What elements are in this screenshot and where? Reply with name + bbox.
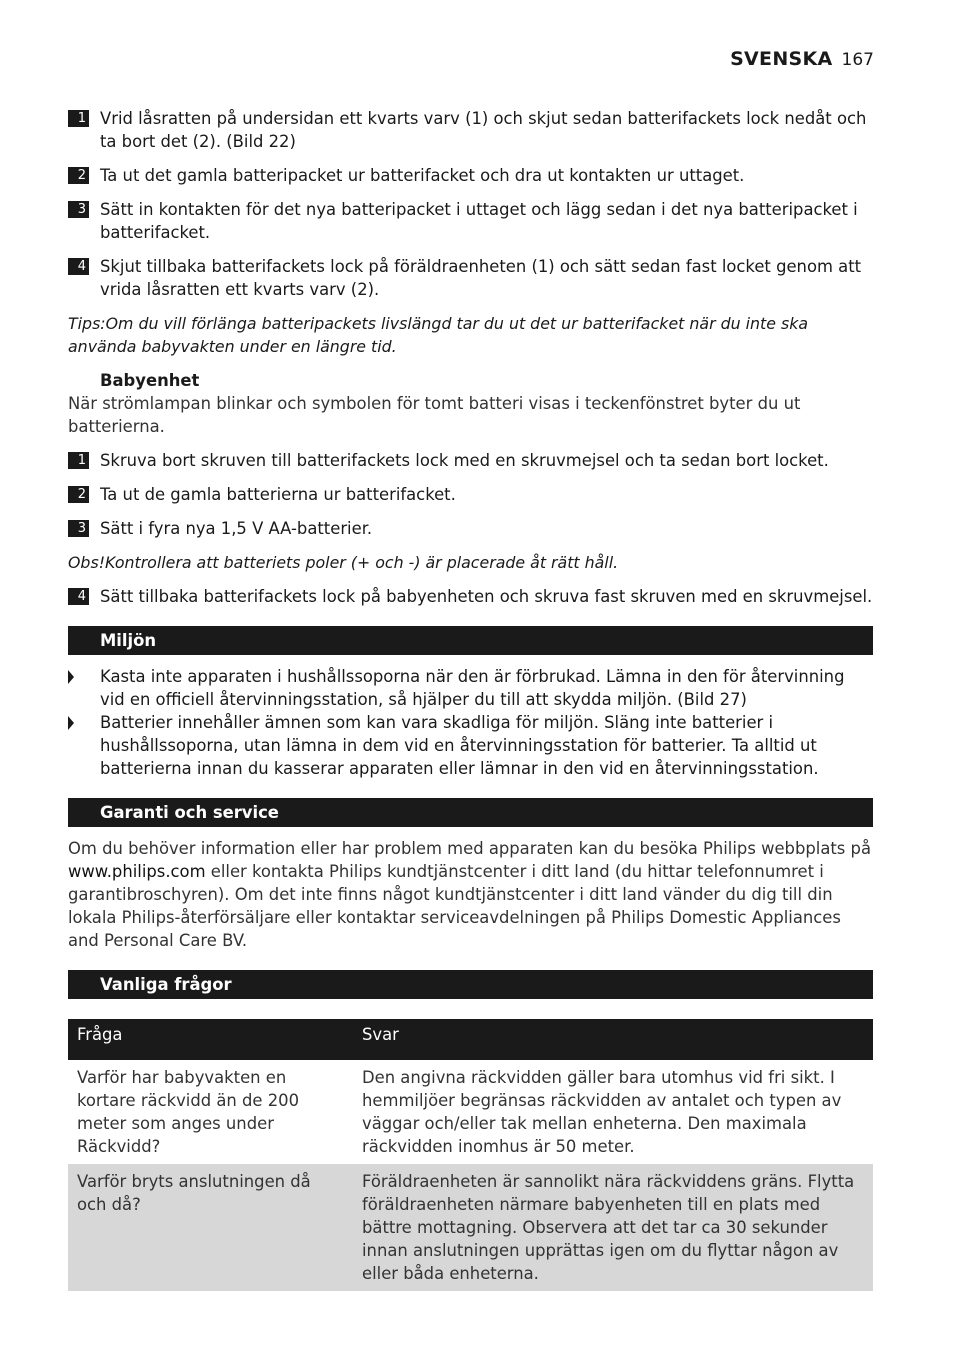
section-heading-miljon: Miljön [68, 626, 873, 655]
step-number: 4 [68, 588, 89, 605]
baby-step-4 [68, 585, 873, 608]
language-label: SVENSKA [730, 48, 833, 70]
polarity-note: Obs!Kontrollera att batteriets poler (+ och -) är placerade åt rätt håll. [68, 553, 619, 572]
step-number: 3 [68, 520, 89, 537]
step-text: Sätt tillbaka batterifackets lock på babyenheten och skruva fast skruven med en skruvmejsel. [100, 587, 873, 606]
step-1 [68, 107, 873, 153]
baby-step-2 [68, 483, 873, 506]
step-text: Ta ut de gamla batterierna ur batterifacket. [100, 485, 456, 504]
column-header-question: Fråga [68, 1019, 344, 1060]
section-heading-garanti: Garanti och service [68, 798, 873, 827]
faq-table [68, 1019, 873, 1291]
step-text: Skruva bort skruven till batterifackets lock med en skruvmejsel och ta sedan bort locket. [100, 451, 829, 470]
step-text: Sätt i fyra nya 1,5 V AA-batterier. [100, 519, 373, 538]
bullet-text: Batterier innehåller ämnen som kan vara skadliga för miljön. Släng inte batterier i hushållssoporna, utan lämna in dem vid en återvinningsstation för batterier. Ta alltid ut batterierna innan du kasserar apparaten eller lämnar in den vid en återvinningsstation. [100, 713, 819, 778]
bullet-item [68, 711, 873, 780]
step-number: 2 [68, 167, 89, 184]
faq-question: Varför bryts anslutningen då och då? [68, 1164, 344, 1291]
table-row [68, 1060, 873, 1164]
column-header-answer: Svar [344, 1019, 873, 1060]
page-number: 167 [841, 50, 874, 70]
step-text: Vrid låsratten på undersidan ett kvarts varv (1) och skjut sedan batterifackets lock nedåt och ta bort det (2). (Bild 22) [100, 109, 867, 151]
faq-question: Varför har babyvakten en kortare räckvidd än de 200 meter som anges under Räckvidd? [77, 1068, 300, 1156]
table-row [68, 1164, 873, 1291]
garanti-paragraph [68, 837, 873, 952]
step-number: 2 [68, 486, 89, 503]
step-number: 1 [68, 452, 89, 469]
philips-website-link[interactable]: www.philips.com [68, 862, 206, 881]
garanti-text-start: Om du behöver information eller har problem med apparaten kan du besöka Philips webbplats på [68, 839, 871, 858]
garanti-text-end: eller kontakta Philips kundtjänstcenter i ditt land (du hittar telefonnumret i garantibroschyren). Om det inte finns något kundtjänstcenter i ditt land vänder du dig till din lokala Philips-återförsäljare eller kontaktar serviceavdelningen på Philips Domestic Appliances and Personal Care BV. [68, 862, 841, 950]
section-heading-faq: Vanliga frågor [68, 970, 873, 999]
step-text: Ta ut det gamla batteripacket ur batterifacket och dra ut kontakten ur uttaget. [100, 166, 745, 185]
babyenhet-heading: Babyenhet [100, 371, 200, 390]
step-text: Sätt in kontakten för det nya batteripacket i uttaget och lägg sedan i det nya batteripacket i batterifacket. [100, 200, 858, 242]
step-number: 3 [68, 201, 89, 218]
step-2 [68, 164, 873, 187]
baby-step-3 [68, 517, 873, 540]
page-header [730, 48, 874, 70]
bullet-item [68, 665, 873, 711]
faq-answer: Föräldraenheten är sannolikt nära räckviddens gräns. Flytta föräldraenheten närmare babyenheten till en plats med bättre mottagning. Observera att det tar ca 30 sekunder innan anslutningen upprättas igen om du flyttar någon av eller båda enheterna. [344, 1164, 873, 1291]
faq-header-row [68, 1019, 873, 1060]
faq-answer: Den angivna räckvidden gäller bara utomhus vid fri sikt. I hemmiljöer begränsas räckvidden av antalet och typen av väggar och/eller tak mellan enheterna. Den maximala räckvidden inomhus är 50 meter. [362, 1068, 842, 1156]
page-content [68, 107, 873, 1291]
tip-note: Tips:Om du vill förlänga batteripackets livslängd tar du ut det ur batterifacket när du inte ska använda babyvakten under en längre tid. [68, 314, 809, 356]
step-number: 1 [68, 110, 89, 127]
step-4 [68, 255, 873, 301]
step-number: 4 [68, 258, 89, 275]
baby-step-1 [68, 449, 873, 472]
step-text: Skjut tillbaka batterifackets lock på föräldraenheten (1) och sätt sedan fast locket genom att vrida låsratten ett kvarts varv (2). [100, 257, 862, 299]
bullet-text: Kasta inte apparaten i hushållssoporna när den är förbrukad. Lämna in den för återvinning vid en officiell återvinningsstation, så hjälper du till att skydda miljön. (Bild 27) [100, 667, 845, 709]
babyenhet-intro: När strömlampan blinkar och symbolen för tomt batteri visas i teckenfönstret byter du ut batterierna. [68, 394, 801, 436]
step-3 [68, 198, 873, 244]
